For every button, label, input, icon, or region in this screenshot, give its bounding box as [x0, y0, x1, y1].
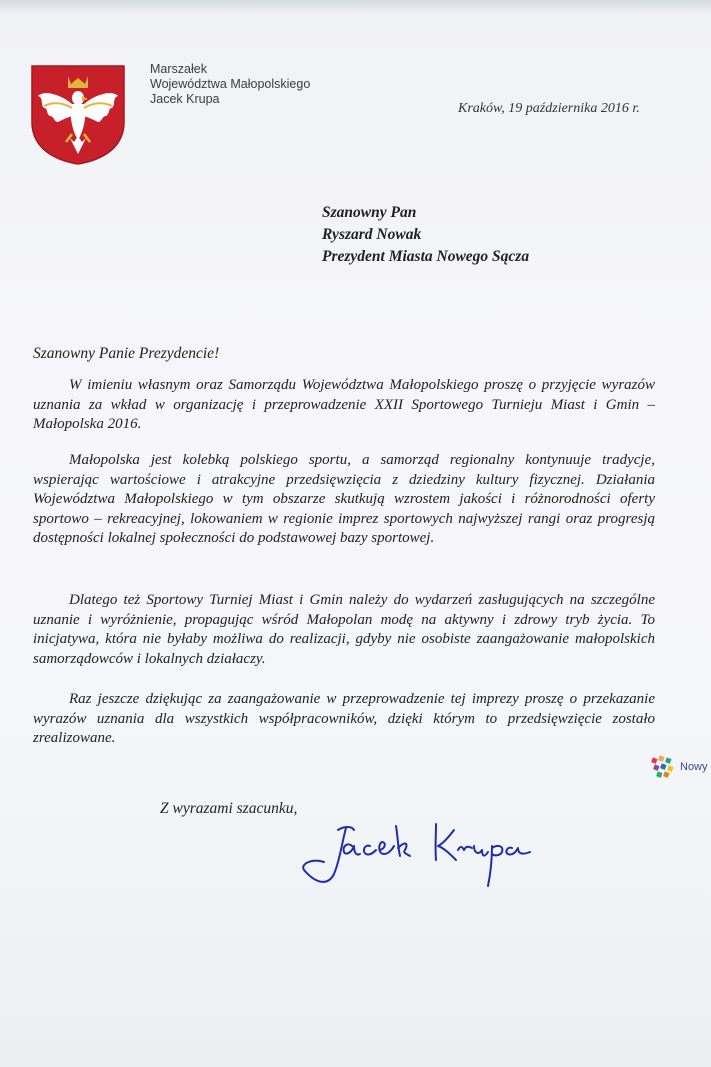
- letter-closing: Z wyrazami szacunku,: [160, 800, 298, 817]
- body-paragraph-2: Małopolska jest kolebką polskiego sportu, a samorząd regionalny kontynuuje tradycje, wspierając wartościowe i atrakcyjne przedsięwzięcia z dziedziny kultury fizycznej. Działania Województwa Małopolskiego w tym obszarze skutkują wzrostem jakości i różnorodności oferty sportowo – rekreacyjnej, lokowaniem w regionie imprez sportowych najwyższej rangi oraz progresją dostępności lokalnej społeczności do podstawowej bazy sportowej.: [33, 452, 655, 546]
- coat-of-arms-icon: [30, 64, 126, 166]
- sender-name: Jacek Krupa: [150, 92, 220, 106]
- sender-region: Województwa Małopolskiego: [150, 77, 311, 91]
- watermark: [650, 754, 708, 780]
- watermark-logo-icon: [650, 754, 676, 780]
- body-paragraph-1: W imieniu własnym oraz Samorządu Województwa Małopolskiego proszę o przyjęcie wyrazów uznania za wkład w organizację i przeprowadzenie XXII Sportowego Turnieju Miast i Gmin – Małopolska 2016.: [33, 377, 655, 432]
- sender-title: Marszałek: [150, 62, 207, 76]
- watermark-text: Nowy: [680, 761, 708, 773]
- recipient-title: Prezydent Miasta Nowego Sącza: [322, 248, 530, 265]
- recipient-block: [322, 202, 529, 268]
- sender-block: [150, 62, 310, 107]
- body-paragraph-3: Dlatego też Sportowy Turniej Miast i Gmin należy do wydarzeń zasługujących na szczególne uznanie i wyróżnienie, propagując wśród Małopolan modę na aktywny i zdrowy tryb życia. To inicjatywa, która nie byłaby możliwa do realizacji, gdyby nie osobiste zaangażowanie małopolskich samorządowców i lokalnych działaczy.: [33, 592, 655, 667]
- letter-date: Kraków, 19 października 2016 r.: [458, 101, 640, 116]
- handwritten-signature: [298, 812, 538, 892]
- letter-salutation: Szanowny Panie Prezydencie!: [33, 345, 220, 362]
- page-top-edge: [0, 0, 711, 14]
- recipient-name: Ryszard Nowak: [322, 226, 422, 243]
- recipient-salutation-line: Szanowny Pan: [322, 204, 417, 221]
- body-paragraph-4: Raz jeszcze dziękując za zaangażowanie w przeprowadzenie tej imprezy proszę o przekazanie wyrazów uznania dla wszystkich współpracowników, dzięki którym to przedsięwzięcie zostało zrealizowane.: [33, 691, 655, 746]
